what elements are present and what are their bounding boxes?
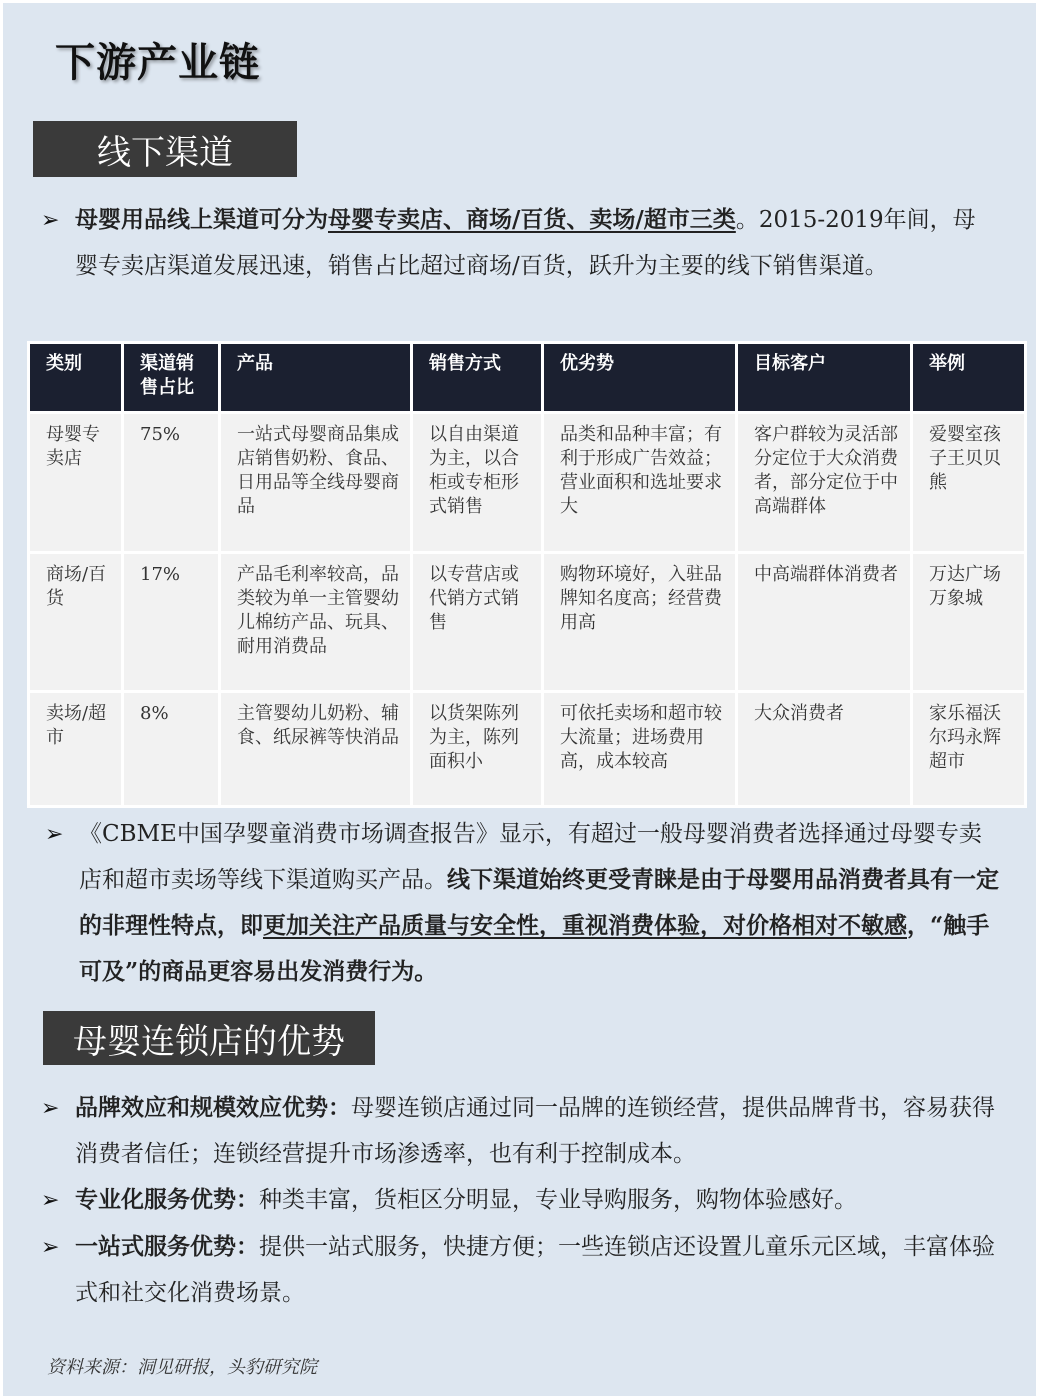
cbme-plain: 《CBME中国孕婴童消费市场调查报告》显示，有超过一般母婴消费者选择通过母婴专卖店和超市卖场等线下渠道购买产品。	[79, 821, 982, 893]
table-cell: 卖场/超市	[29, 692, 123, 807]
table-cell: 大众消费者	[737, 692, 912, 807]
advantage-text: 母婴连锁店通过同一品牌的连锁经营，提供品牌背书，容易获得消费者信任；连锁经营提升市场渗透率，也有利于控制成本。	[75, 1095, 995, 1167]
table-cell: 以自由渠道为主，以合柜或专柜形式销售	[412, 413, 543, 553]
table-cell: 一站式母婴商品集成店销售奶粉、食品、日用品等全线母婴商品	[220, 413, 412, 553]
table-row	[29, 413, 1026, 553]
arrow-bullet-icon: ➢	[41, 1235, 60, 1260]
table-header-cell: 目标客户	[737, 343, 912, 413]
table-cell: 产品毛利率较高，品类较为单一主管婴幼儿棉纺产品、玩具、耐用消费品	[220, 553, 412, 692]
page-title: 下游产业链	[55, 39, 260, 86]
intro-rest: 。2015-2019年间，母婴专卖店渠道发展迅速，销售占比超过商场/百货，跃升为主要的线下销售渠道。	[75, 207, 976, 279]
intro-paragraph	[75, 197, 995, 289]
table-cell: 客户群较为灵活部分定位于大众消费者，部分定位于中高端群体	[737, 413, 912, 553]
advantage-text: 种类丰富，货柜区分明显，专业导购服务，购物体验感好。	[259, 1187, 857, 1213]
advantage-text: 提供一站式服务，快捷方便；一些连锁店还设置儿童乐元区域，丰富体验式和社交化消费场景。	[75, 1234, 995, 1306]
intro-lead: 母婴用品线上渠道可分为	[75, 206, 328, 233]
arrow-bullet-icon: ➢	[41, 1188, 60, 1213]
table-cell: 75%	[123, 413, 220, 553]
source-note: 资料来源：洞见研报，头豹研究院	[47, 1357, 317, 1378]
cbme-bold-underline: 更加关注产品质量与安全性，重视消费体验，对价格相对不敏感	[263, 912, 907, 939]
cbme-bold-tail: ，“触手可及”的商品更容易出发消费行为。	[79, 912, 990, 985]
table-cell: 中高端群体消费者	[737, 553, 912, 692]
table-cell: 17%	[123, 553, 220, 692]
advantage-label: 专业化服务优势：	[75, 1186, 259, 1213]
advantage-label: 品牌效应和规模效应优势：	[75, 1094, 351, 1121]
table-cell: 主管婴幼儿奶粉、辅食、纸尿裤等快消品	[220, 692, 412, 807]
table-cell: 品类和品种丰富；有利于形成广告效益；营业面积和选址要求大	[543, 413, 737, 553]
advantage-item	[75, 1177, 1000, 1223]
advantage-label: 一站式服务优势：	[75, 1233, 259, 1260]
intro-highlight: 母婴专卖店、商场/百货、卖场/超市三类	[328, 206, 736, 233]
table-cell: 家乐福沃尔玛永辉超市	[912, 692, 1026, 807]
table-cell: 万达广场万象城	[912, 553, 1026, 692]
arrow-bullet-icon: ➢	[45, 822, 64, 847]
cbme-paragraph	[79, 811, 999, 995]
table-cell: 8%	[123, 692, 220, 807]
arrow-bullet-icon: ➢	[41, 208, 60, 233]
table-cell: 以专营店或代销方式销售	[412, 553, 543, 692]
table-cell: 母婴专卖店	[29, 413, 123, 553]
table-header-row	[29, 343, 1026, 413]
table-header-cell: 举例	[912, 343, 1026, 413]
table-header-cell: 优劣势	[543, 343, 737, 413]
section-chain-store-advantages: 母婴连锁店的优势	[43, 1011, 375, 1065]
channel-table	[27, 341, 1027, 808]
table-header-cell: 产品	[220, 343, 412, 413]
table-header-cell: 类别	[29, 343, 123, 413]
cbme-bold: 线下渠道始终更受青睐是由于母婴用品消费者具有一定的非理性特点，即	[79, 866, 999, 939]
table-cell: 商场/百货	[29, 553, 123, 692]
table-cell: 可依托卖场和超市较大流量；进场费用高，成本较高	[543, 692, 737, 807]
table-cell: 爱婴室孩子王贝贝熊	[912, 413, 1026, 553]
advantage-item	[75, 1085, 1000, 1177]
table-cell: 购物环境好，入驻品牌知名度高；经营费用高	[543, 553, 737, 692]
advantage-item	[75, 1224, 1000, 1316]
table-header-cell: 渠道销售占比	[123, 343, 220, 413]
table-row	[29, 553, 1026, 692]
section-offline-channels: 线下渠道	[33, 121, 297, 177]
table-row	[29, 692, 1026, 807]
table-cell: 以货架陈列为主，陈列面积小	[412, 692, 543, 807]
arrow-bullet-icon: ➢	[41, 1096, 60, 1121]
table-header-cell: 销售方式	[412, 343, 543, 413]
